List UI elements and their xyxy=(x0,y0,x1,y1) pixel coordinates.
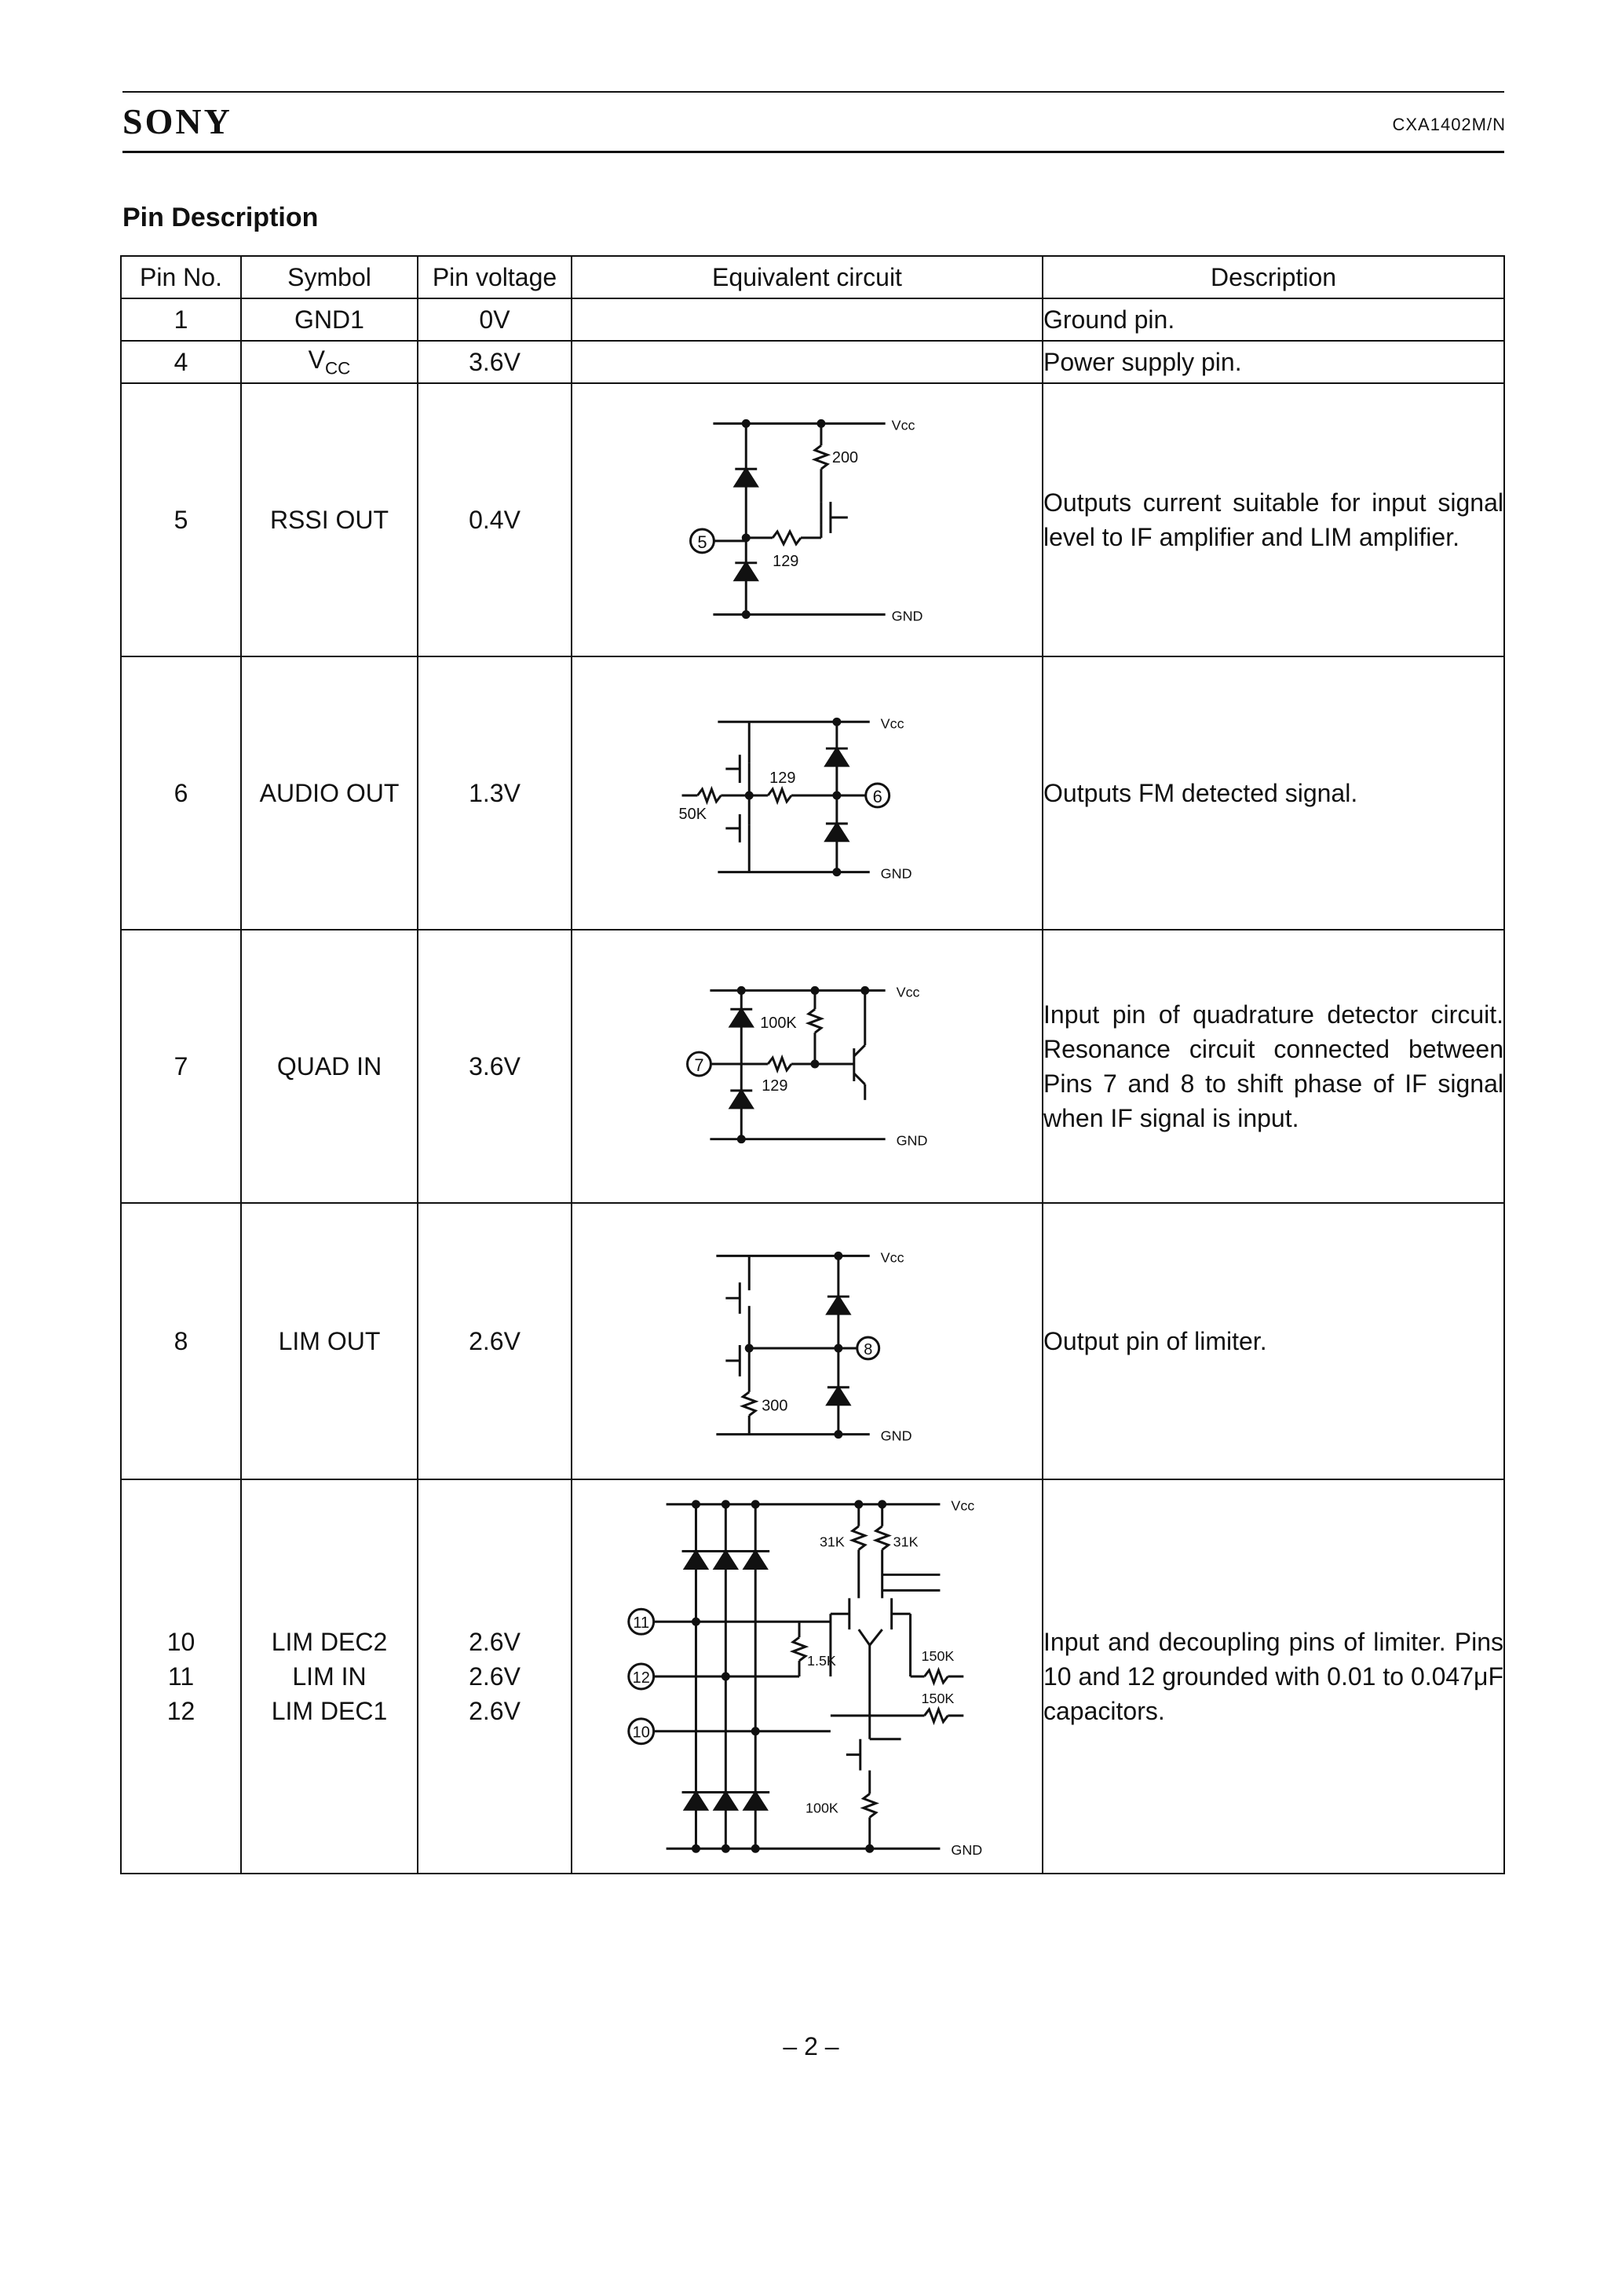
pin-symbol: LIM DEC1 xyxy=(271,1697,388,1725)
pin-voltage: 2.6V xyxy=(418,1203,572,1479)
resistor-icon xyxy=(697,789,721,802)
resistor-value: 150K xyxy=(921,1690,955,1706)
circuit-diagram-pin8 xyxy=(572,1204,1042,1479)
diode-icon xyxy=(827,1296,849,1314)
resistor-icon xyxy=(809,1009,821,1033)
pin-numbers xyxy=(121,1479,241,1874)
resistor-value: 100K xyxy=(760,1015,797,1033)
table-row xyxy=(121,298,1504,341)
equivalent-circuit-empty xyxy=(572,298,1043,341)
diode-icon xyxy=(826,824,848,841)
pin-voltage: 2.6V xyxy=(469,1662,521,1691)
resistor-icon xyxy=(925,1670,948,1683)
diode-icon xyxy=(744,1552,766,1569)
pin-number-label: 8 xyxy=(864,1340,873,1358)
pin-description: Ground pin. xyxy=(1043,298,1504,341)
pin-number: 5 xyxy=(121,383,241,656)
symbol-main: V xyxy=(308,345,325,374)
pin-description: Power supply pin. xyxy=(1043,341,1504,383)
resistor-icon xyxy=(864,1794,876,1818)
vcc-label: Vcc xyxy=(880,715,904,732)
pin-symbol: QUAD IN xyxy=(241,930,418,1203)
pin-description: Output pin of limiter. xyxy=(1043,1203,1504,1479)
pin-number: 11 xyxy=(167,1662,195,1691)
equivalent-circuit-pin5 xyxy=(572,383,1043,656)
table-header-row xyxy=(121,256,1504,298)
resistor-icon xyxy=(768,789,791,802)
resistor-icon xyxy=(743,1392,755,1416)
pin-voltage: 2.6V xyxy=(469,1628,521,1656)
pin-number-label: 10 xyxy=(632,1724,650,1742)
pin-number: 7 xyxy=(121,930,241,1203)
pin-number: 4 xyxy=(121,341,241,383)
pin-description: Outputs current suitable for input signal level to IF amplifier and LIM amplifier. xyxy=(1043,383,1504,656)
gnd-label: GND xyxy=(880,1428,912,1444)
gnd-label: GND xyxy=(891,608,923,624)
pin-voltage: 2.6V xyxy=(469,1697,521,1725)
resistor-value: 1.5K xyxy=(807,1653,836,1669)
resistor-value: 300 xyxy=(762,1397,788,1415)
diode-icon xyxy=(714,1552,736,1569)
circuit-diagram-pin10-12 xyxy=(572,1480,1042,1873)
equivalent-circuit-pin8 xyxy=(572,1203,1043,1479)
equivalent-circuit-empty xyxy=(572,341,1043,383)
header-bottom-rule xyxy=(122,151,1504,153)
symbol-subscript: CC xyxy=(325,358,351,378)
sony-logo: SONY xyxy=(122,101,232,141)
resistor-icon xyxy=(773,532,801,544)
resistor-value: 129 xyxy=(769,770,796,788)
pin-number: 10 xyxy=(166,1628,195,1656)
pin-symbol: LIM DEC2 xyxy=(271,1628,388,1656)
resistor-value: 50K xyxy=(678,805,707,823)
resistor-icon xyxy=(793,1637,806,1661)
diode-icon xyxy=(714,1793,736,1810)
header-top-rule xyxy=(122,91,1504,93)
pin-description-table xyxy=(120,255,1505,1874)
table-row xyxy=(121,383,1504,656)
vcc-label: Vcc xyxy=(896,984,920,1000)
circuit-diagram-pin7 xyxy=(572,930,1042,1202)
pin-voltages xyxy=(418,1479,572,1874)
gnd-label: GND xyxy=(951,1842,983,1859)
gnd-label: GND xyxy=(880,865,912,882)
pin-voltage: 1.3V xyxy=(418,656,572,930)
page-number: – 2 – xyxy=(783,2032,839,2060)
diode-icon xyxy=(827,1387,849,1405)
pin-symbol: LIM IN xyxy=(292,1662,367,1691)
header-pin-no: Pin No. xyxy=(121,256,241,298)
vcc-label: Vcc xyxy=(880,1249,904,1266)
resistor-value: 129 xyxy=(762,1077,788,1095)
pin-symbol: RSSI OUT xyxy=(241,383,418,656)
pin-symbol: GND1 xyxy=(241,298,418,341)
pin-description: Input and decoupling pins of limiter. Pins 10 and 12 grounded with 0.01 to 0.047μF capacitors. xyxy=(1043,1479,1504,1874)
pin-description: Outputs FM detected signal. xyxy=(1043,656,1504,930)
pin-voltage: 3.6V xyxy=(418,341,572,383)
resistor-value: 150K xyxy=(921,1648,955,1665)
table-row xyxy=(121,656,1504,930)
pin-number: 6 xyxy=(121,656,241,930)
table-row xyxy=(121,1203,1504,1479)
pin-number-label: 5 xyxy=(697,532,707,552)
pin-number-label: 7 xyxy=(694,1055,704,1075)
equivalent-circuit-pin10-12 xyxy=(572,1479,1043,1874)
resistor-icon xyxy=(925,1709,948,1722)
pin-number-label: 6 xyxy=(872,786,882,806)
header-symbol: Symbol xyxy=(241,256,418,298)
pin-voltage: 0V xyxy=(418,298,572,341)
pin-number: 1 xyxy=(121,298,241,341)
resistor-icon xyxy=(815,445,827,469)
diode-icon xyxy=(730,1009,752,1026)
table-row xyxy=(121,1479,1504,1874)
pin-symbol: LIM OUT xyxy=(241,1203,418,1479)
pin-symbol: AUDIO OUT xyxy=(241,656,418,930)
pin-symbol xyxy=(241,341,418,383)
gnd-label: GND xyxy=(896,1132,928,1149)
equivalent-circuit-pin6 xyxy=(572,656,1043,930)
pin-number: 8 xyxy=(121,1203,241,1479)
part-number: CXA1402M/N xyxy=(1392,115,1506,134)
resistor-icon xyxy=(853,1526,865,1550)
diode-icon xyxy=(730,1091,752,1108)
diode-icon xyxy=(685,1552,707,1569)
resistor-value: 100K xyxy=(806,1800,838,1816)
resistor-value: 31K xyxy=(819,1534,845,1550)
pin-number-label: 12 xyxy=(632,1669,650,1687)
table-row xyxy=(121,930,1504,1203)
resistor-value: 129 xyxy=(773,552,799,570)
section-title: Pin Description xyxy=(122,203,319,232)
diode-icon xyxy=(826,748,848,766)
pin-description: Input pin of quadrature detector circuit. Resonance circuit connected between Pins 7 and 8 to shift phase of IF signal when IF signal is input. xyxy=(1043,930,1504,1203)
pin-number: 12 xyxy=(166,1697,195,1725)
vcc-label: Vcc xyxy=(951,1497,975,1514)
diode-icon xyxy=(735,469,757,486)
circuit-diagram-pin5 xyxy=(572,384,1042,656)
resistor-icon xyxy=(876,1526,889,1550)
header-description: Description xyxy=(1043,256,1504,298)
resistor-value: 31K xyxy=(893,1534,919,1550)
diode-icon xyxy=(735,563,757,580)
resistor-value: 200 xyxy=(831,449,859,467)
pin-voltage: 3.6V xyxy=(418,930,572,1203)
circuit-diagram-pin6 xyxy=(572,657,1042,929)
vcc-label: Vcc xyxy=(891,417,915,433)
header-pin-voltage: Pin voltage xyxy=(418,256,572,298)
diode-icon xyxy=(744,1793,766,1810)
resistor-icon xyxy=(768,1058,791,1070)
pin-voltage: 0.4V xyxy=(418,383,572,656)
pin-symbols xyxy=(241,1479,418,1874)
table-row xyxy=(121,341,1504,383)
header-equivalent-circuit: Equivalent circuit xyxy=(572,256,1043,298)
diode-icon xyxy=(685,1793,707,1810)
pin-number-label: 11 xyxy=(633,1614,650,1632)
equivalent-circuit-pin7 xyxy=(572,930,1043,1203)
